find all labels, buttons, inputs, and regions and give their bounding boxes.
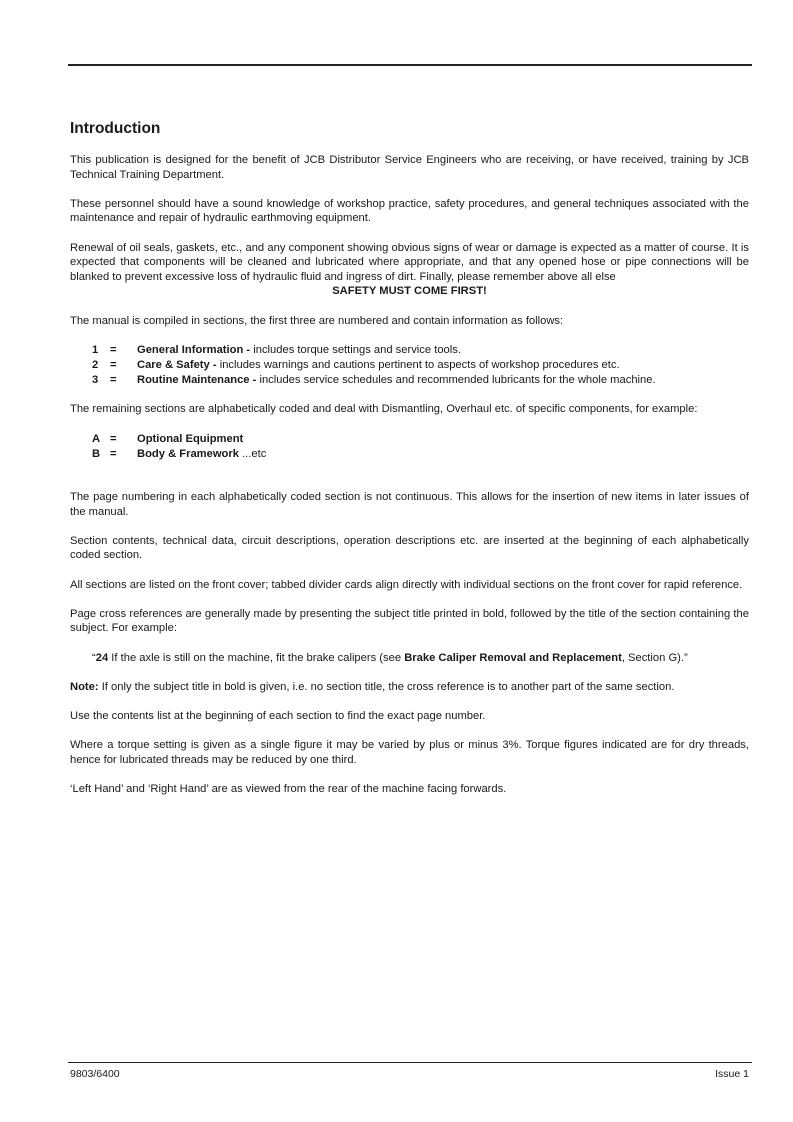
section-key: 1 bbox=[92, 343, 99, 356]
example-text: If the axle is still on the machine, fit the brake calipers (see bbox=[108, 651, 405, 664]
section-text bbox=[137, 343, 461, 358]
page-content bbox=[70, 119, 749, 811]
alpha-sections-list bbox=[92, 432, 749, 462]
equals-sign: = bbox=[110, 343, 117, 356]
header-rule bbox=[68, 64, 752, 66]
sections-intro-paragraph: The manual is compiled in sections, the first three are numbered and contain information as follows: bbox=[70, 314, 564, 327]
contents-list-paragraph: Use the contents list at the beginning of each section to find the exact page number. bbox=[70, 710, 486, 722]
list-item bbox=[92, 373, 749, 388]
hand-orientation-paragraph: ‘Left Hand’ and ‘Right Hand’ are as viewed from the rear of the machine facing forwards. bbox=[70, 782, 507, 795]
intro-paragraph-3: Renewal of oil seals, gaskets, etc., and any component showing obvious signs of wear or damage is expected as a matter of course. It is expected that components will be cleaned and lubricated where appropriate, and that any opened hose or pipe connections will be blanked to prevent excessive loss of hydraulic fluid and ingress of dirt. Finally, please remember above all else bbox=[70, 241, 749, 283]
example-step-number: 24 bbox=[95, 651, 109, 664]
equals-sign: = bbox=[110, 447, 117, 460]
section-description: includes service schedules and recommended lubricants for the whole machine. bbox=[256, 373, 656, 386]
section-key: A bbox=[92, 432, 101, 445]
section-key: 2 bbox=[92, 358, 99, 371]
document-number: 9803/6400 bbox=[70, 1068, 120, 1080]
footer-rule bbox=[68, 1062, 752, 1063]
section-key: B bbox=[92, 447, 101, 460]
note-paragraph bbox=[70, 680, 749, 695]
cross-reference-paragraph: Page cross references are generally made by presenting the subject title printed in bold, followed by the title of the section containing the subject. For example: bbox=[70, 607, 749, 635]
page-numbering-paragraph: The page numbering in each alphabetically coded section is not continuous. This allows for the insertion of new items in later issues of the manual. bbox=[70, 491, 749, 518]
issue-number: Issue 1 bbox=[715, 1068, 749, 1080]
intro-paragraph-2: These personnel should have a sound knowledge of workshop practice, safety procedures, and general techniques associated with the maintenance and repair of hydraulic earthmoving equipment. bbox=[70, 197, 749, 225]
section-title: Optional Equipment bbox=[137, 432, 244, 445]
alpha-sections-intro-paragraph: The remaining sections are alphabetically coded and deal with Dismantling, Overhaul etc. of specific components, for example: bbox=[70, 403, 698, 416]
section-text bbox=[137, 432, 243, 447]
page-footer bbox=[70, 1068, 749, 1080]
list-item bbox=[92, 343, 749, 358]
section-contents-paragraph: Section contents, technical data, circuit descriptions, operation descriptions etc. are inserted at the beginning of each alphabetically coded section. bbox=[70, 534, 749, 562]
equals-sign: = bbox=[110, 373, 117, 386]
equals-sign: = bbox=[110, 432, 117, 445]
note-text: If only the subject title in bold is given, i.e. no section title, the cross reference is to another part of the same section. bbox=[98, 680, 675, 693]
section-text bbox=[137, 447, 266, 462]
section-text bbox=[137, 358, 620, 373]
example-section: , Section G).” bbox=[621, 651, 688, 664]
numbered-sections-list bbox=[92, 343, 749, 388]
example-open-quote: “ bbox=[92, 651, 96, 664]
page-title: Introduction bbox=[70, 120, 161, 137]
section-title: Care & Safety - bbox=[137, 358, 217, 371]
section-title: Body & Framework bbox=[137, 447, 239, 460]
list-item bbox=[92, 432, 749, 447]
section-description: includes warnings and cautions pertinent to aspects of workshop procedures etc. bbox=[216, 358, 620, 371]
section-description: ...etc bbox=[238, 447, 267, 460]
list-item bbox=[92, 447, 749, 462]
section-title: Routine Maintenance - bbox=[137, 373, 257, 386]
list-item bbox=[92, 358, 749, 373]
note-label: Note: bbox=[70, 680, 99, 693]
cross-reference-example bbox=[92, 651, 749, 666]
equals-sign: = bbox=[110, 358, 117, 371]
spacer bbox=[70, 476, 749, 490]
section-key: 3 bbox=[92, 373, 99, 386]
section-text bbox=[137, 373, 656, 388]
intro-paragraph-1: This publication is designed for the benefit of JCB Distributor Service Engineers who are receiving, or have received, training by JCB Technical Training Department. bbox=[70, 154, 749, 181]
front-cover-paragraph: All sections are listed on the front cover; tabbed divider cards align directly with individual sections on the front cover for rapid reference. bbox=[70, 578, 743, 591]
example-bold-title: Brake Caliper Removal and Replacement bbox=[404, 651, 622, 664]
section-title: General Information - bbox=[137, 343, 251, 356]
safety-statement: SAFETY MUST COME FIRST! bbox=[332, 285, 487, 298]
torque-paragraph: Where a torque setting is given as a single figure it may be varied by plus or minus 3%. Torque figures indicated are for dry threads, hence for lubricated threads may be reduced by one third. bbox=[70, 739, 749, 766]
section-description: includes torque settings and service tools. bbox=[250, 343, 461, 356]
